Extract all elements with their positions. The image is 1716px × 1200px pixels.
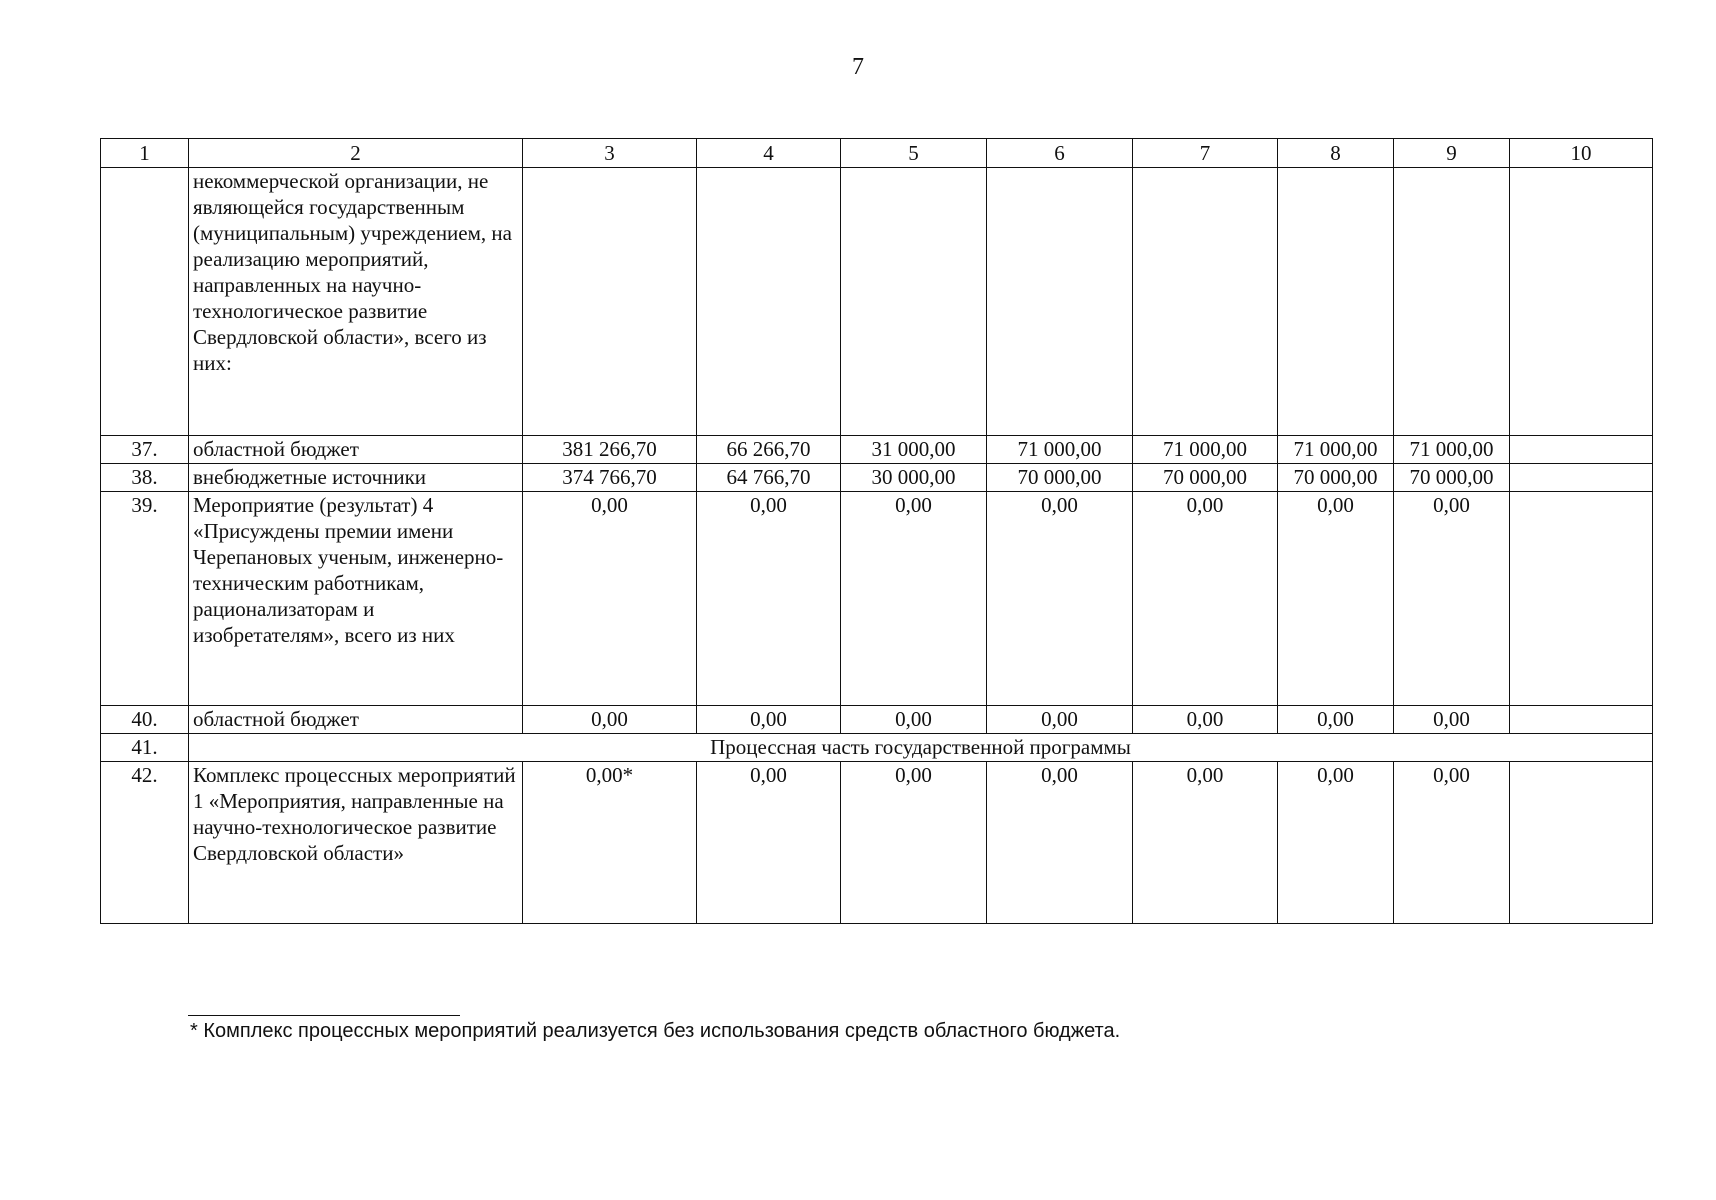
- header-col-5: 5: [841, 139, 987, 168]
- header-row: [101, 139, 1653, 168]
- table-row: [101, 436, 1653, 464]
- cell-value: 0,00*: [523, 762, 697, 924]
- header-col-9: 9: [1394, 139, 1510, 168]
- table-row: [101, 464, 1653, 492]
- cell-value: [1394, 168, 1510, 436]
- header-col-7: 7: [1133, 139, 1278, 168]
- cell-value: 70 000,00: [1133, 464, 1278, 492]
- cell-value: [841, 168, 987, 436]
- row-description: внебюджетные источники: [189, 464, 523, 492]
- cell-value: 0,00: [1278, 762, 1394, 924]
- cell-value: 0,00: [841, 706, 987, 734]
- cell-value: 374 766,70: [523, 464, 697, 492]
- cell-value: 71 000,00: [1278, 436, 1394, 464]
- cell-value: [1510, 464, 1653, 492]
- cell-value: 0,00: [697, 706, 841, 734]
- cell-value: 0,00: [1133, 762, 1278, 924]
- cell-value: 70 000,00: [987, 464, 1133, 492]
- cell-value: 0,00: [1133, 706, 1278, 734]
- cell-value: 0,00: [841, 492, 987, 706]
- page-number: 7: [852, 54, 864, 80]
- row-number: 41.: [101, 734, 189, 762]
- row-description: некоммерческой организации, не являющейся государственным (муниципальным) учреждением, на реализацию мероприятий, направленных на научно-технологическое развитие Свердловской области», всего из них:: [189, 168, 523, 436]
- cell-value: 70 000,00: [1394, 464, 1510, 492]
- cell-value: [1510, 436, 1653, 464]
- row-number: 38.: [101, 464, 189, 492]
- cell-value: 0,00: [523, 492, 697, 706]
- section-title: Процессная часть государственной программы: [189, 734, 1653, 762]
- footnote: * Комплекс процессных мероприятий реализуется без использования средств областного бюджета.: [190, 1020, 1121, 1042]
- section-row: [101, 734, 1653, 762]
- cell-value: [1510, 492, 1653, 706]
- row-number: 40.: [101, 706, 189, 734]
- cell-value: 0,00: [523, 706, 697, 734]
- cell-value: 70 000,00: [1278, 464, 1394, 492]
- cell-value: 0,00: [841, 762, 987, 924]
- cell-value: [1510, 168, 1653, 436]
- header-col-4: 4: [697, 139, 841, 168]
- table-row: [101, 168, 1653, 436]
- cell-value: 71 000,00: [1133, 436, 1278, 464]
- cell-value: 0,00: [1133, 492, 1278, 706]
- row-description: Мероприятие (результат) 4 «Присуждены премии имени Черепановых ученым, инженерно-техническим работникам, рационализаторам и изобретателям», всего из них: [189, 492, 523, 706]
- cell-value: 0,00: [1394, 492, 1510, 706]
- header-col-6: 6: [987, 139, 1133, 168]
- cell-value: 0,00: [1394, 706, 1510, 734]
- header-col-1: 1: [101, 139, 189, 168]
- cell-value: 0,00: [1278, 492, 1394, 706]
- footnote-divider: [188, 1015, 460, 1016]
- cell-value: 381 266,70: [523, 436, 697, 464]
- budget-table: [100, 138, 1653, 924]
- cell-value: 0,00: [697, 492, 841, 706]
- row-number: 42.: [101, 762, 189, 924]
- row-description: областной бюджет: [189, 436, 523, 464]
- cell-value: 71 000,00: [1394, 436, 1510, 464]
- header-col-2: 2: [189, 139, 523, 168]
- row-number: 39.: [101, 492, 189, 706]
- cell-value: 31 000,00: [841, 436, 987, 464]
- row-number: 37.: [101, 436, 189, 464]
- cell-value: [1278, 168, 1394, 436]
- header-col-8: 8: [1278, 139, 1394, 168]
- row-description: Комплекс процессных мероприятий 1 «Мероприятия, направленные на научно-технологическое развитие Свердловской области»: [189, 762, 523, 924]
- cell-value: 0,00: [987, 492, 1133, 706]
- cell-value: 0,00: [987, 706, 1133, 734]
- cell-value: 71 000,00: [987, 436, 1133, 464]
- header-col-10: 10: [1510, 139, 1653, 168]
- cell-value: 0,00: [697, 762, 841, 924]
- cell-value: [697, 168, 841, 436]
- row-number: [101, 168, 189, 436]
- table-row: [101, 762, 1653, 924]
- cell-value: [523, 168, 697, 436]
- cell-value: 30 000,00: [841, 464, 987, 492]
- cell-value: [1510, 706, 1653, 734]
- cell-value: 0,00: [987, 762, 1133, 924]
- cell-value: 66 266,70: [697, 436, 841, 464]
- header-col-3: 3: [523, 139, 697, 168]
- cell-value: 0,00: [1278, 706, 1394, 734]
- cell-value: 0,00: [1394, 762, 1510, 924]
- cell-value: [1510, 762, 1653, 924]
- table-row: [101, 492, 1653, 706]
- cell-value: [1133, 168, 1278, 436]
- cell-value: [987, 168, 1133, 436]
- table-row: [101, 706, 1653, 734]
- cell-value: 64 766,70: [697, 464, 841, 492]
- row-description: областной бюджет: [189, 706, 523, 734]
